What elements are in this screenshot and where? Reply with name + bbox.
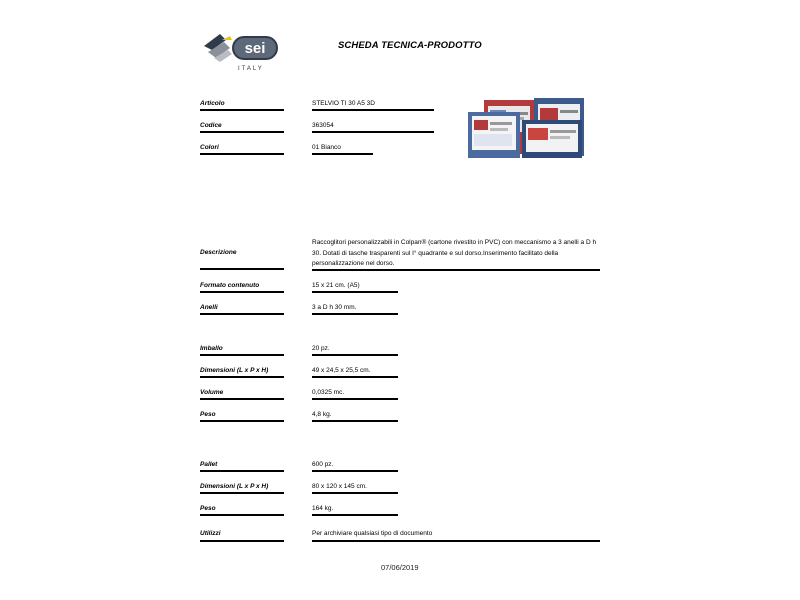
field-label: Descrizione [200, 249, 237, 256]
field-label: Peso [200, 411, 216, 418]
value-underline [312, 291, 398, 293]
value-underline [312, 420, 398, 422]
label-underline [200, 354, 284, 356]
field-label: Utilizzi [200, 530, 221, 537]
logo-subtext: ITALY [238, 66, 264, 72]
value-underline [312, 313, 398, 315]
value-underline [312, 470, 398, 472]
field-value: 164 kg. [312, 505, 334, 512]
page-title: SCHEDA TECNICA-PRODOTTO [338, 40, 482, 51]
value-underline [312, 131, 434, 133]
field-value: 600 pz. [312, 461, 334, 468]
value-underline [312, 354, 398, 356]
field-value: 49 x 24,5 x 25,5 cm. [312, 367, 371, 374]
field-label: Colori [200, 144, 219, 151]
value-underline [312, 269, 600, 271]
label-underline [200, 313, 284, 315]
logo-graphic-icon [202, 28, 282, 68]
label-underline [200, 540, 284, 542]
field-value: 4,8 kg. [312, 411, 332, 418]
field-value: 3 a D h 30 mm. [312, 304, 357, 311]
label-underline [200, 514, 284, 516]
label-underline [200, 153, 284, 155]
product-image [466, 98, 590, 160]
field-value: Per archiviare qualsiasi tipo di documento [312, 530, 433, 537]
field-label: Dimensioni (L x P x H) [200, 367, 269, 374]
field-label: Volume [200, 389, 224, 396]
field-value: 363054 [312, 122, 334, 129]
value-underline [312, 492, 398, 494]
binder-product-icon [466, 98, 590, 160]
field-label: Codice [200, 122, 222, 129]
value-underline [312, 376, 398, 378]
field-value: STELVIO TI 30 A5 3D [312, 100, 375, 107]
value-underline [312, 153, 373, 155]
footer-date: 07/06/2019 [381, 563, 419, 572]
value-underline [312, 398, 398, 400]
field-label: Imballo [200, 345, 223, 352]
field-value: 20 pz. [312, 345, 330, 352]
label-underline [200, 398, 284, 400]
field-value: 15 x 21 cm. (A5) [312, 282, 360, 289]
field-value: 01 Bianco [312, 144, 341, 151]
field-label: Dimensioni (L x P x H) [200, 483, 269, 490]
value-underline [312, 514, 398, 516]
label-underline [200, 470, 284, 472]
label-underline [200, 291, 284, 293]
label-underline [200, 131, 284, 133]
field-label: Peso [200, 505, 216, 512]
label-underline [200, 492, 284, 494]
field-label: Formato contenuto [200, 282, 260, 289]
description-text: Raccoglitori personalizzabili in Colpan® (cartone rivestito in PVC) con meccanismo a 3 anelli a D h 30. Dotati di tasche trasparenti sul I° quadrante e sul dorso.Inserimento facilitato della personalizzazione nel dorso. [312, 239, 597, 267]
field-label: Anelli [200, 304, 218, 311]
value-underline [312, 109, 434, 111]
label-underline [200, 376, 284, 378]
field-label: Pallet [200, 461, 218, 468]
label-underline [200, 268, 284, 270]
field-label: Articolo [200, 100, 225, 107]
value-underline [312, 540, 600, 542]
label-underline [200, 109, 284, 111]
logo-text: sei [244, 40, 266, 57]
field-value: 80 x 120 x 145 cm. [312, 483, 367, 490]
field-value: 0,0325 mc. [312, 389, 345, 396]
label-underline [200, 420, 284, 422]
